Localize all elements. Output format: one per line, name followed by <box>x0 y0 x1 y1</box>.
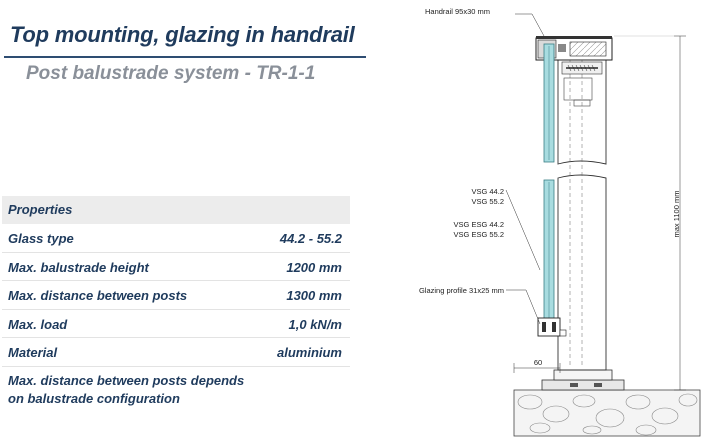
offset-dimension-label: 60 <box>533 358 543 367</box>
property-value: 1300 mm <box>286 288 342 303</box>
glass-pane <box>544 44 554 322</box>
vsg-label-1: VSG 44.2 <box>471 187 504 196</box>
property-label: Glass type <box>8 231 74 246</box>
height-dimension-label: max 1100 mm <box>672 190 681 238</box>
balustrade-section-drawing <box>380 0 704 442</box>
property-row-material <box>2 338 350 367</box>
property-row-glass-type <box>2 224 350 253</box>
handrail-label: Handrail 95x30 mm <box>425 7 491 16</box>
note-line-2: on balustrade configuration <box>8 391 180 406</box>
page-subtitle: Post balustrade system - TR-1-1 <box>26 63 316 84</box>
post-distance-note <box>8 372 308 408</box>
property-value: 1200 mm <box>286 259 342 275</box>
property-value: 44.2 - 55.2 <box>279 231 342 246</box>
property-row-max-load <box>2 310 350 339</box>
vsg-esg-label-2: VSG ESG 55.2 <box>453 230 504 239</box>
title-divider <box>4 56 366 58</box>
properties-table <box>2 196 350 367</box>
property-label: Max. balustrade height <box>8 259 149 275</box>
property-value: aluminium <box>276 345 342 360</box>
glazing-profile-label: Glazing profile 31x25 mm <box>418 286 504 295</box>
property-row-max-height <box>2 253 350 282</box>
property-row-max-post-distance <box>2 281 350 310</box>
offset-dimension <box>514 358 560 373</box>
post-base-plate <box>542 370 624 390</box>
note-line-1: Max. distance between posts depends <box>8 373 245 388</box>
height-dimension <box>614 36 686 390</box>
property-label: Material <box>8 345 58 360</box>
property-label: Max. distance between posts <box>8 288 188 303</box>
vsg-esg-label-1: VSG ESG 44.2 <box>453 220 504 229</box>
properties-heading: Properties <box>2 196 350 224</box>
property-value: 1,0 kN/m <box>288 316 342 332</box>
post <box>558 58 606 370</box>
concrete-base <box>514 390 700 436</box>
property-label: Max. load <box>8 316 68 332</box>
page-title: Top mounting, glazing in handrail <box>10 22 355 47</box>
vsg-label-2: VSG 55.2 <box>471 197 504 206</box>
